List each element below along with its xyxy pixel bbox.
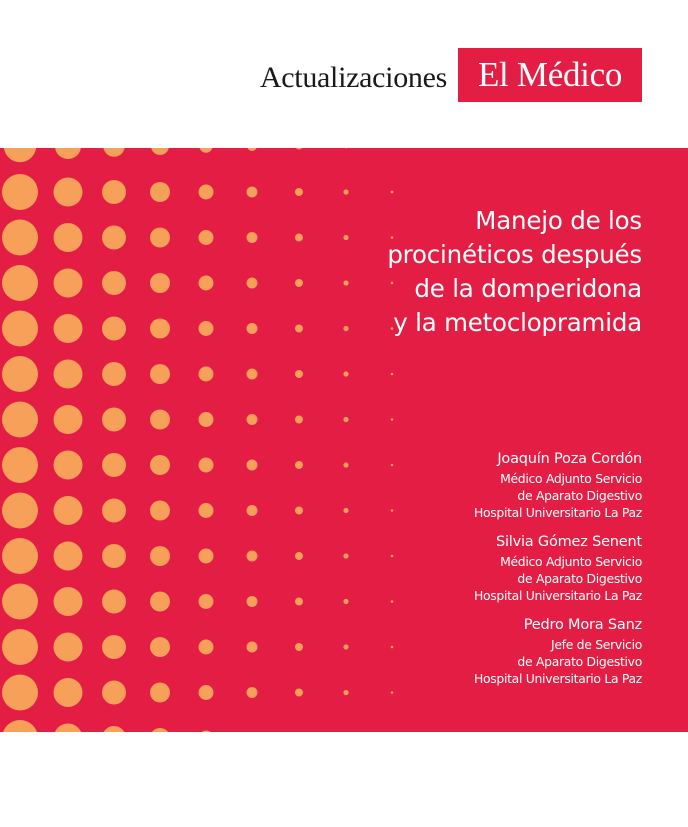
- authors-block: [282, 448, 642, 697]
- halftone-dot: [2, 174, 38, 210]
- halftone-dot: [102, 681, 126, 705]
- halftone-dot: [54, 178, 83, 207]
- halftone-dot: [199, 230, 214, 245]
- halftone-dot: [391, 373, 394, 376]
- halftone-dot: [199, 685, 214, 700]
- halftone-dot: [343, 371, 348, 376]
- halftone-dot: [199, 412, 214, 427]
- halftone-dot: [150, 410, 170, 430]
- halftone-dot: [54, 223, 83, 252]
- halftone-dot: [54, 496, 83, 525]
- title-line: procinéticos después: [387, 240, 642, 269]
- halftone-dot: [199, 148, 213, 153]
- halftone-dot: [102, 590, 126, 614]
- halftone-dot: [2, 311, 38, 347]
- halftone-dot: [4, 148, 36, 162]
- author-entry: [282, 531, 642, 604]
- halftone-dot: [54, 542, 83, 571]
- halftone-dot: [150, 182, 170, 202]
- halftone-dot: [391, 418, 394, 421]
- author-affiliation-line: Médico Adjunto Servicio: [500, 554, 642, 569]
- halftone-dot: [2, 220, 38, 256]
- halftone-dot: [247, 460, 258, 471]
- brand-logo-text: El Médico: [477, 55, 623, 94]
- halftone-dot: [54, 678, 83, 707]
- title-line: de la domperidona: [414, 274, 642, 303]
- halftone-dot: [2, 629, 38, 665]
- halftone-dot: [54, 314, 83, 343]
- halftone-dot: [199, 276, 214, 291]
- halftone-dot: [150, 455, 170, 475]
- halftone-dot: [150, 228, 170, 248]
- author-name: Pedro Mora Sanz: [523, 617, 642, 633]
- halftone-dot: [343, 417, 348, 422]
- author-affiliation-line: de Aparato Digestivo: [517, 571, 642, 586]
- author-entry: [282, 614, 642, 687]
- halftone-dot: [2, 538, 38, 574]
- halftone-dot: [102, 544, 126, 568]
- cover-panel: [0, 148, 688, 732]
- halftone-dot: [247, 551, 258, 562]
- halftone-dot: [2, 265, 38, 301]
- halftone-dot: [102, 317, 126, 341]
- halftone-dot: [247, 596, 258, 607]
- halftone-dot: [247, 505, 258, 516]
- halftone-dot: [391, 191, 394, 194]
- halftone-dot: [199, 640, 214, 655]
- halftone-dot: [54, 633, 83, 662]
- halftone-dot: [54, 724, 83, 733]
- halftone-dot: [102, 635, 126, 659]
- title-line: Manejo de los: [475, 206, 642, 235]
- halftone-dot: [199, 594, 214, 609]
- halftone-dot: [102, 362, 126, 386]
- halftone-dot: [343, 189, 348, 194]
- halftone-dot: [295, 370, 303, 378]
- halftone-dot: [151, 148, 169, 155]
- halftone-dot: [247, 187, 258, 198]
- halftone-dot: [199, 185, 214, 200]
- halftone-dot: [150, 501, 170, 521]
- halftone-dot: [150, 546, 170, 566]
- halftone-dot: [102, 408, 126, 432]
- halftone-dot: [295, 188, 303, 196]
- author-affiliation-line: Hospital Universitario La Paz: [473, 505, 642, 520]
- masthead: [0, 0, 688, 130]
- author-name: Joaquín Poza Cordón: [497, 451, 642, 467]
- halftone-dot: [55, 148, 81, 159]
- halftone-dot: [150, 637, 170, 657]
- title-line: y la metoclopramida: [393, 308, 642, 337]
- halftone-dot: [247, 369, 258, 380]
- halftone-dot: [54, 451, 83, 480]
- author-entry: [282, 448, 642, 521]
- halftone-dot: [150, 683, 170, 703]
- halftone-dot: [199, 321, 214, 336]
- halftone-dot: [54, 360, 83, 389]
- halftone-dot: [247, 148, 257, 151]
- author-affiliation-line: Hospital Universitario La Paz: [473, 588, 642, 603]
- halftone-dot: [295, 148, 302, 150]
- halftone-dot: [199, 731, 214, 733]
- author-name: Silvia Gómez Senent: [495, 534, 642, 550]
- halftone-dot: [247, 414, 258, 425]
- halftone-dot: [54, 269, 83, 298]
- halftone-dot: [102, 499, 126, 523]
- series-label: Actualizaciones: [259, 61, 447, 94]
- halftone-dot: [2, 447, 38, 483]
- halftone-dot: [150, 273, 170, 293]
- halftone-dot: [2, 402, 38, 438]
- halftone-dot: [199, 503, 214, 518]
- halftone-dot: [2, 675, 38, 711]
- halftone-dot: [150, 728, 170, 732]
- halftone-dot: [103, 148, 125, 157]
- author-affiliation-line: de Aparato Digestivo: [517, 488, 642, 503]
- halftone-dot: [199, 367, 214, 382]
- halftone-dot: [54, 587, 83, 616]
- halftone-dot: [102, 271, 126, 295]
- halftone-dot: [199, 549, 214, 564]
- article-title: [222, 204, 642, 340]
- author-affiliation-line: Hospital Universitario La Paz: [473, 671, 642, 686]
- halftone-dot: [199, 458, 214, 473]
- author-affiliation-line: Médico Adjunto Servicio: [500, 471, 642, 486]
- halftone-dot: [102, 726, 126, 732]
- halftone-dot: [54, 405, 83, 434]
- author-affiliation-line: de Aparato Digestivo: [517, 654, 642, 669]
- halftone-dot: [2, 493, 38, 529]
- halftone-dot: [150, 592, 170, 612]
- halftone-dot: [102, 226, 126, 250]
- halftone-dot: [2, 720, 38, 732]
- halftone-dot: [247, 687, 258, 698]
- halftone-dot: [102, 453, 126, 477]
- halftone-dot: [295, 416, 303, 424]
- author-affiliation-line: Jefe de Servicio: [550, 637, 642, 652]
- halftone-dot: [150, 319, 170, 339]
- halftone-dot: [2, 584, 38, 620]
- halftone-dot: [102, 180, 126, 204]
- halftone-dot: [150, 364, 170, 384]
- halftone-dot: [247, 642, 258, 653]
- halftone-dot: [2, 356, 38, 392]
- brand-logo: [458, 48, 642, 102]
